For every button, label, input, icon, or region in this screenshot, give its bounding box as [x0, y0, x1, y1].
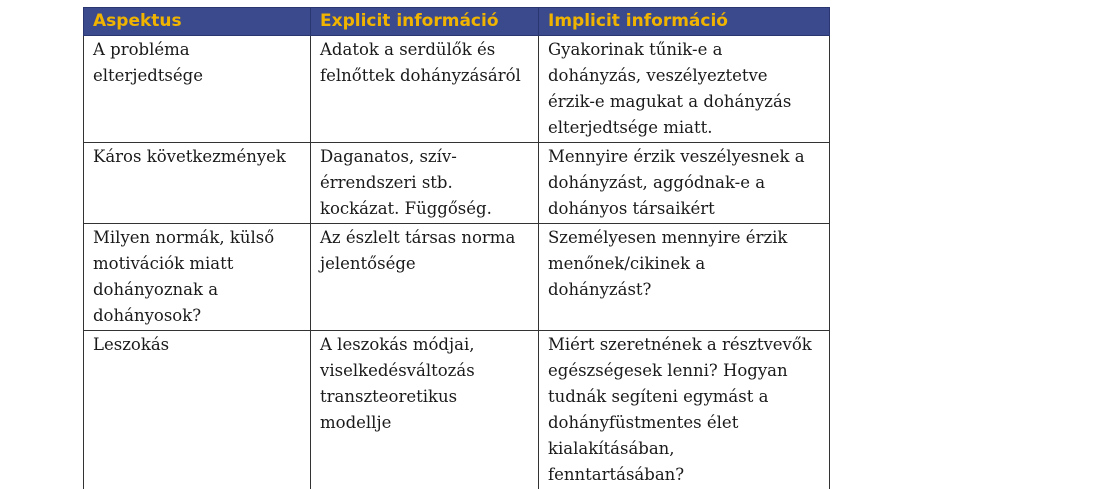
cell-text: Leszokás	[93, 332, 302, 358]
cell-text: Daganatos, szív- érrendszeri stb. kockázat. Függőség.	[320, 144, 530, 222]
cell-explicit	[311, 331, 539, 489]
cell-aspect	[84, 36, 311, 143]
cell-text: Káros következmények	[93, 144, 302, 170]
table-row	[84, 143, 830, 224]
cell-aspect	[84, 331, 311, 489]
cell-explicit	[311, 224, 539, 331]
table-row	[84, 331, 830, 489]
header-aspektus: Aspektus	[84, 8, 311, 36]
cell-text: Milyen normák, külső motivációk miatt dohányoznak a dohányosok?	[93, 225, 302, 329]
cell-text: A leszokás módjai, viselkedésváltozás transzteoretikus modellje	[320, 332, 530, 436]
table-row	[84, 224, 830, 331]
cell-text: A probléma elterjedtsége	[93, 37, 302, 89]
cell-text: Az észlelt társas norma jelentősége	[320, 225, 530, 277]
cell-implicit	[539, 143, 830, 224]
cell-explicit	[311, 36, 539, 143]
cell-aspect	[84, 224, 311, 331]
cell-text: Miért szeretnének a résztvevők egészségesek lenni? Hogyan tudnák segíteni egymást a dohányfüstmentes élet kialakításában, fenntartásában?	[548, 332, 821, 488]
cell-implicit	[539, 224, 830, 331]
cell-aspect	[84, 143, 311, 224]
info-table	[83, 7, 830, 489]
header-explicit: Explicit információ	[311, 8, 539, 36]
cell-explicit	[311, 143, 539, 224]
header-implicit: Implicit információ	[539, 8, 830, 36]
cell-text: Személyesen mennyire érzik menőnek/cikinek a dohányzást?	[548, 225, 821, 303]
cell-implicit	[539, 331, 830, 489]
info-table-wrapper	[83, 7, 829, 489]
cell-text: Adatok a serdülők és felnőttek dohányzásáról	[320, 37, 530, 89]
cell-text: Gyakorinak tűnik-e a dohányzás, veszélyeztetve érzik-e magukat a dohányzás elterjedtsége miatt.	[548, 37, 821, 141]
cell-text: Mennyire érzik veszélyesnek a dohányzást, aggódnak-e a dohányos társaikért	[548, 144, 821, 222]
table-row	[84, 36, 830, 143]
cell-implicit	[539, 36, 830, 143]
table-header-row	[84, 8, 830, 36]
